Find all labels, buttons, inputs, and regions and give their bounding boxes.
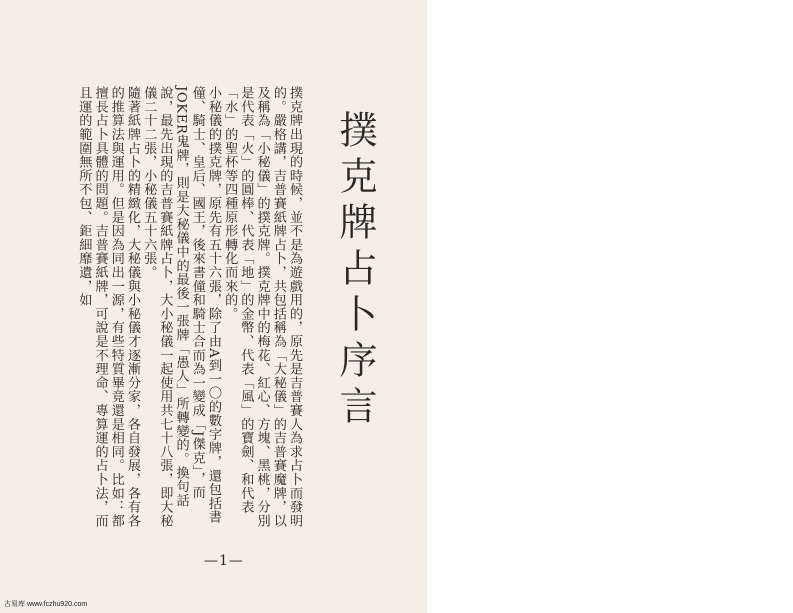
- watermark-label: 古易库 www.fczhu920.com: [4, 601, 88, 608]
- blank-facing-page: [427, 0, 793, 613]
- page-title: 撲克牌占卜序言: [333, 110, 377, 432]
- body-text: [56, 60, 302, 530]
- paragraph-2: 小秘儀的撲克牌，原先有五十六張，除了由A到一〇的數字牌，還包括書僮、騎士、皇后、國王，後來書僮和騎士合而為一變成「J傑克」，而JOKER鬼牌，則是大秘儀中的最後一張牌「愚人」所轉變的。換句話說，最先出現的吉普賽紙牌占卜，大小秘儀一起使用共七十八張，即大秘儀二十二張，小秘儀五十六張。: [141, 86, 221, 528]
- paragraph-1: 撲克牌出現的時候，並不是為遊戲用的，原先是吉普賽人為求占卜而發明的。嚴格講，吉普賽紙牌占卜，共包括稱為「大秘儀」的吉普賽魔牌，以及稱為「小秘儀」的撲克牌。撲克牌中的梅花、紅心、方塊、黑桃，分別是代表「火」的圓棒、代表「地」的金幣、代表「風」的寶劍、和代表「水」的聖杯等四種原形轉化而來的。: [222, 86, 302, 528]
- paragraph-3: 隨著紙牌占卜的精緻化，大秘儀與小秘儀才逐漸分家，各自發展，各有各的推算法與運用。但是因為同出一源，有些特質畢竟還是相同。比如：都擅長占卜具體的問題。吉普賽紙牌，可說是不理命、專算運的占卜法，而且運的範圍無所不包、鉅細靡遺，如: [76, 86, 140, 528]
- page-number: —1—: [204, 553, 244, 569]
